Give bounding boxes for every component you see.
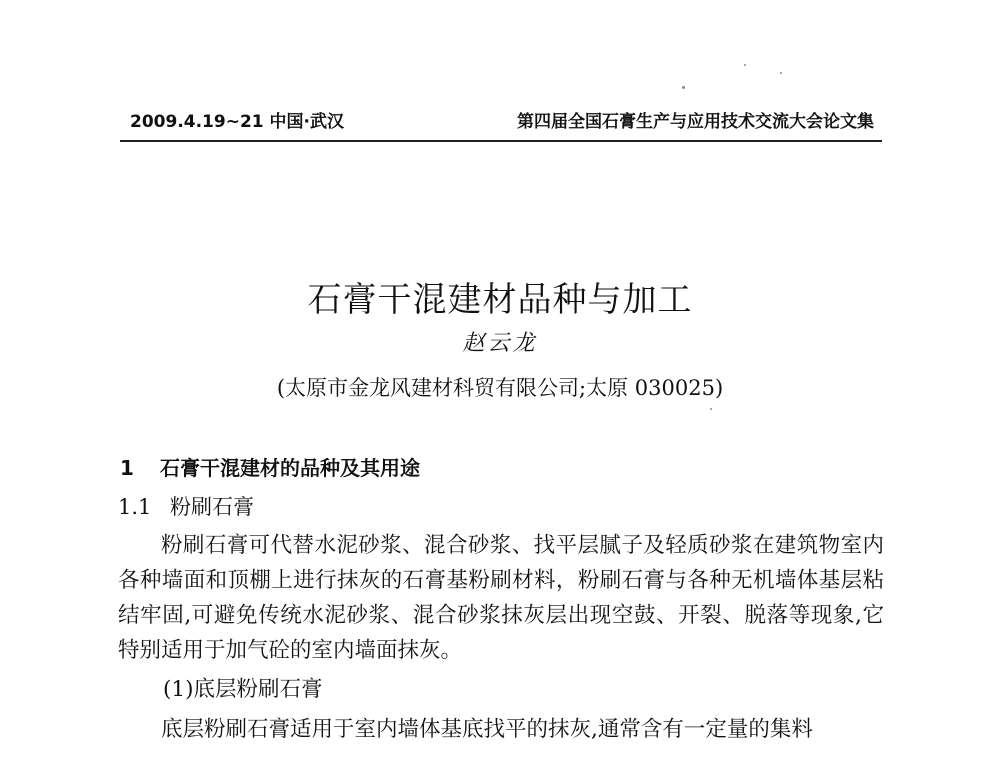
scan-speck <box>710 408 712 410</box>
subsection-heading-1-1 <box>118 494 254 520</box>
body-paragraph-2: 底层粉刷石膏适用于室内墙体基底找平的抹灰,通常含有一定量的集料 <box>161 717 813 742</box>
list-item-label-1: (1)底层粉刷石膏 <box>163 677 323 702</box>
section-heading-1 <box>120 455 420 481</box>
running-header <box>120 112 882 142</box>
paper-author: 赵云龙 <box>462 331 538 356</box>
subsection-number: 1.1 <box>118 495 152 519</box>
scan-speck <box>780 72 782 74</box>
paper-title: 石膏干混建材品种与加工 <box>307 280 693 320</box>
author-affiliation: (太原市金龙风建材科贸有限公司;太原 030025) <box>276 376 724 400</box>
section-number: 1 <box>120 456 134 480</box>
header-proceedings-title: 第四届全国石膏生产与应用技术交流大会论文集 <box>517 112 874 132</box>
scan-speck <box>744 64 746 66</box>
subsection-title: 粉刷石膏 <box>170 495 254 519</box>
header-conference-date-location: 2009.4.19~21 中国·武汉 <box>130 112 344 132</box>
body-paragraph-1: 粉刷石膏可代替水泥砂浆、混合砂浆、找平层腻子及轻质砂浆在建筑物室内各种墙面和顶棚上进行抹灰的石膏基粉刷材料，粉刷石膏与各种无机墙体基层粘结牢固,可避免传统水泥砂浆、混合砂浆抹灰层出现空鼓、开裂、脱落等现象,它特别适用于加气砼的室内墙面抹灰。 <box>118 533 884 663</box>
section-title: 石膏干混建材的品种及其用途 <box>160 456 420 480</box>
scan-speck <box>682 86 685 89</box>
